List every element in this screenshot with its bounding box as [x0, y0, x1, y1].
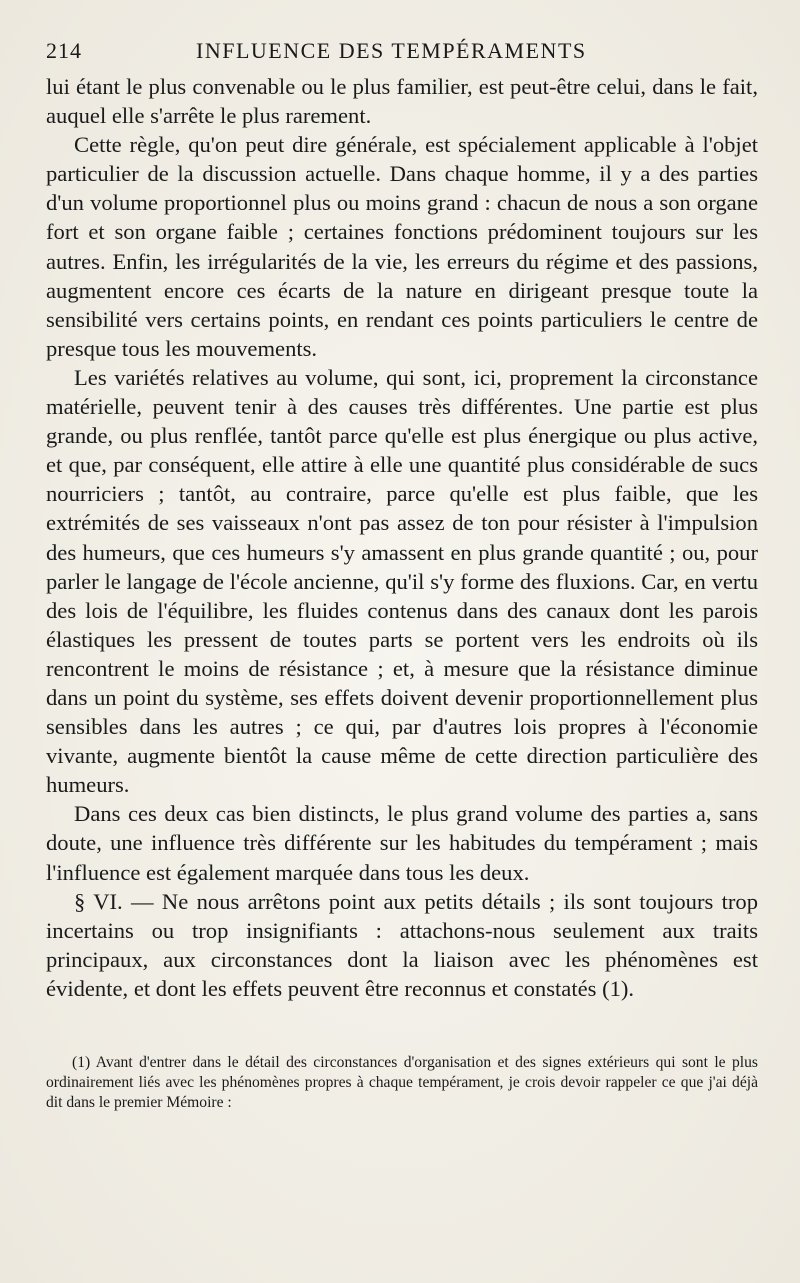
paragraph: Les variétés relatives au volume, qui sont, ici, proprement la circonstance matérielle, peuvent tenir à des causes très différentes. Une partie est plus grande, ou plus renflée, tantôt parce qu'elle est plus énergique ou plus active, et que, par conséquent, elle attire à elle une quantité plus considérable de sucs nourriciers ; tantôt, au contraire, parce qu'elle est plus faible, que les extrémités de ses vaisseaux n'ont pas assez de ton pour résister à l'impulsion des humeurs, que ces humeurs s'y amassent en plus grande quantité ; ou, pour parler le langage de l'école ancienne, qu'il s'y forme des fluxions. Car, en vertu des lois de l'équilibre, les fluides contenus dans des canaux dont les parois élastiques les pressent de toutes parts se portent vers les endroits où ils rencontrent le moins de résistance ; et, à mesure que la résistance diminue dans un point du système, ses effets doivent devenir proportionnellement plus sensibles dans les autres ; ce qui, par d'autres lois propres à l'économie vivante, augmente bientôt la cause même de cette direction particulière des humeurs. [46, 364, 758, 798]
paragraph: Dans ces deux cas bien distincts, le plus grand volume des parties a, sans doute, une influence très différente sur les habitudes du tempérament ; mais l'influence est également marquée dans tous les deux. [46, 801, 758, 885]
section-paragraph [46, 887, 758, 1003]
footnote-text: (1) Avant d'entrer dans le détail des circonstances d'organisation et des signes extérieurs qui sont le plus ordinairement liés avec les phénomènes propres à chaque tempérament, je crois devoir rappeler ce que j'ai déjà dit dans le premier Mémoire : [46, 1054, 758, 1111]
footnote-reference: (1). [602, 975, 635, 1001]
paragraph-continuation: lui étant le plus convenable ou le plus familier, est peut-être celui, dans le fait, auquel elle s'arrête le plus rarement. [46, 74, 758, 129]
page-number: 214 [46, 38, 82, 63]
running-head: INFLUENCE DES TEMPÉRAMENTS [196, 38, 587, 63]
page-header [46, 38, 758, 72]
section-text: § VI. — Ne nous arrêtons point aux petits détails ; ils sont toujours trop incertains ou trop insignifiants : attachons-nous seulement aux traits principaux, aux circonstances dont la liaison avec les phénomènes est évidente, et dont les effets peuvent être reconnus et constatés [46, 888, 758, 1001]
footnote [46, 1053, 758, 1113]
paragraph: Cette règle, qu'on peut dire générale, est spécialement applicable à l'objet particulier de la discussion actuelle. Dans chaque homme, il y a des parties d'un volume proportionnel plus ou moins grand : chacun de nous a son organe fort et son organe faible ; certaines fonctions prédominent toujours sur les autres. Enfin, les irrégularités de la vie, les erreurs du régime et des passions, augmentent encore ces écarts de la nature en dirigeant presque toute la sensibilité vers certains points, en rendant ces points particuliers le centre de presque tous les mouvements. [46, 132, 758, 361]
body-text [46, 72, 758, 1003]
